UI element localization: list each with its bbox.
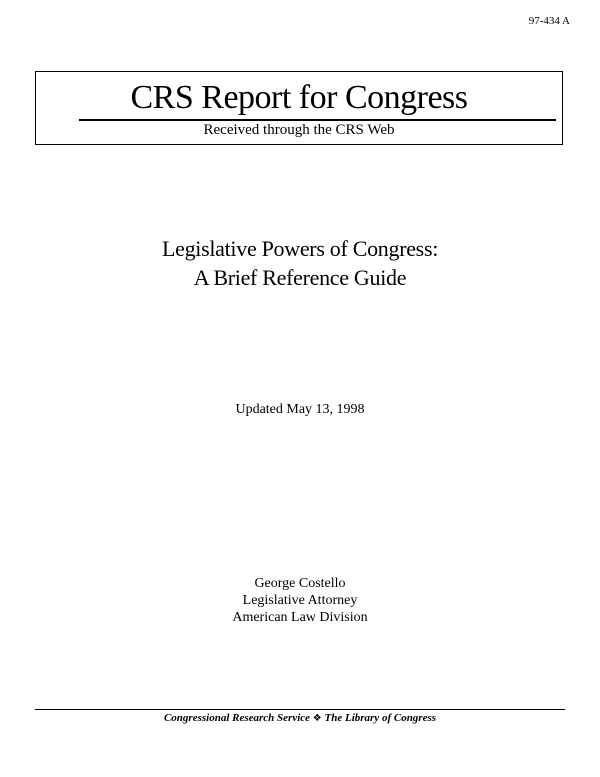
footer-divider (35, 709, 565, 710)
document-title-line-1: Legislative Powers of Congress: (161, 236, 439, 261)
document-title-line-2: A Brief Reference Guide (193, 265, 407, 290)
report-header-box (35, 71, 563, 145)
author-name: George Costello (254, 576, 346, 591)
header-subtitle: Received through the CRS Web (203, 122, 395, 138)
header-title: CRS Report for Congress (130, 79, 468, 116)
updated-date: Updated May 13, 1998 (235, 402, 365, 417)
author-division: American Law Division (232, 610, 368, 625)
diamond-separator-icon: ❖ (312, 713, 322, 724)
footer-library: The Library of Congress (324, 712, 437, 724)
footer (0, 711, 600, 726)
report-number: 97-434 A (528, 15, 570, 27)
author-block (0, 575, 600, 626)
footer-organization: Congressional Research Service (163, 712, 311, 724)
author-position: Legislative Attorney (242, 593, 358, 608)
